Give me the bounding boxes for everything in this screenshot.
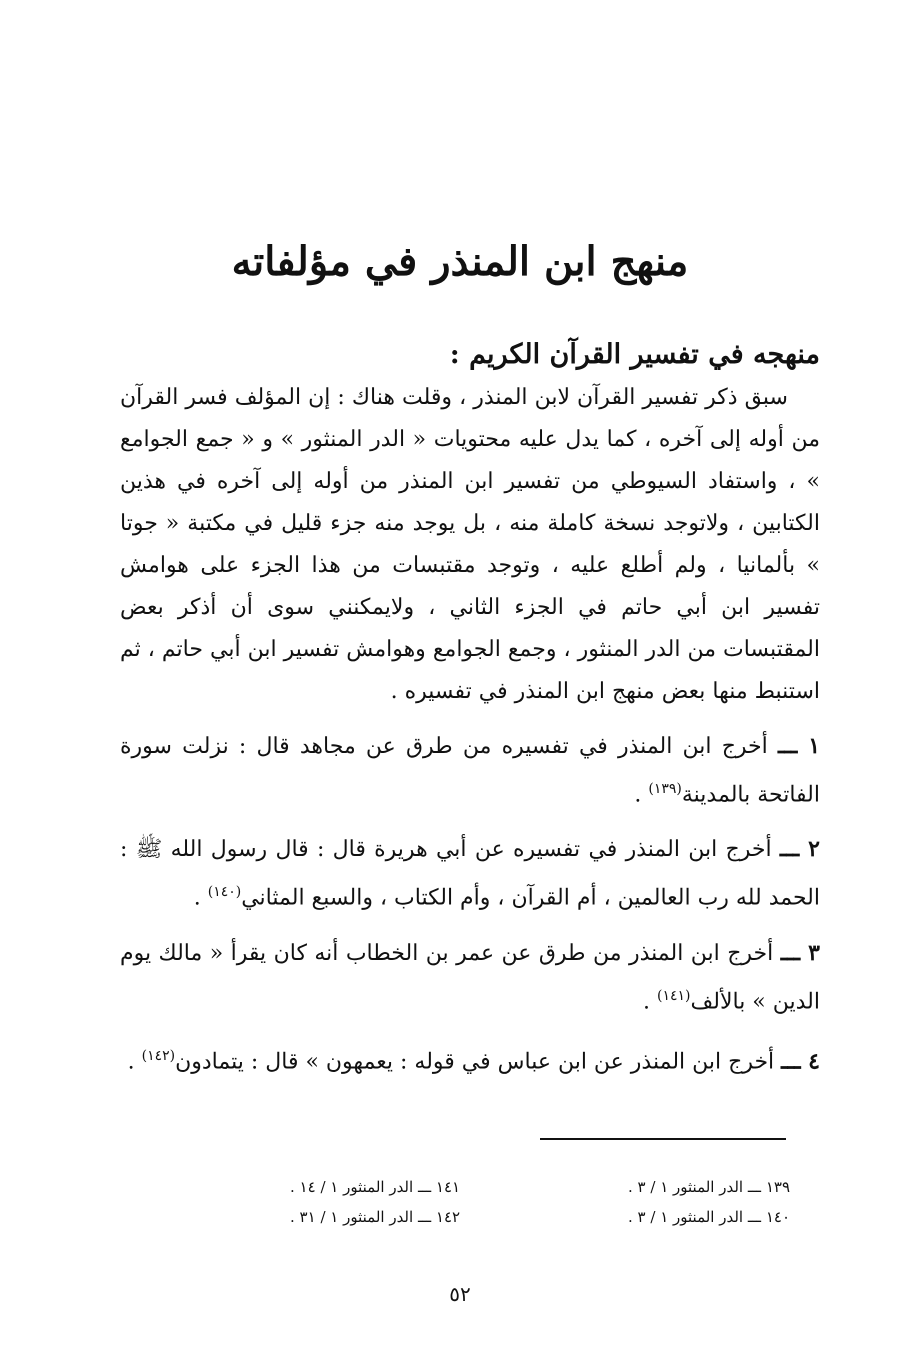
item-end: . xyxy=(127,1049,142,1075)
item-end: . xyxy=(634,782,649,808)
list-item xyxy=(120,932,820,1023)
list-item xyxy=(120,828,820,919)
item-text: أخرج ابن المنذر في تفسيره عن أبي هريرة قال : قال رسول الله ﷺ : الحمد لله رب العالمين ، أم القرآن ، وأم الكتاب ، والسبع المثاني xyxy=(120,837,820,911)
footnote: ١٤٢ ـــ الدر المنثور ١ / ٣١ . xyxy=(290,1208,461,1226)
item-number: ٤ ـــ xyxy=(781,1048,820,1075)
list-item xyxy=(120,725,820,816)
footnote-row xyxy=(290,1202,790,1232)
footnotes xyxy=(290,1172,790,1232)
intro-paragraph: سبق ذكر تفسير القرآن لابن المنذر ، وقلت هناك : إن المؤلف فسر القرآن من أوله إلى آخره ، كما يدل عليه محتويات « الدر المنثور » و « جمع الجوامع » ، واستفاد السيوطي من تفسير ابن المنذر من أوله إلى آخره في هذين الكتابين ، ولاتوجد نسخة كاملة منه ، بل يوجد منه جزء قليل في مكتبة « جوتا » بألمانيا ، ولم أطلع عليه ، وتوجد مقتبسات من هذا الجزء على هوامش تفسير ابن أبي حاتم في الجزء الثاني ، ولايمكنني سوى أن أذكر بعض المقتبسات من الدر المنثور ، وجمع الجوامع وهوامش تفسير ابن أبي حاتم ، ثم استنبط منها بعض منهج ابن المنذر في تفسيره . xyxy=(120,385,820,704)
footnote: ١٤١ ـــ الدر المنثور ١ / ١٤ . xyxy=(290,1178,461,1196)
section-heading: منهجه في تفسير القرآن الكريم : xyxy=(449,339,820,370)
chapter-title: منهج ابن المنذر في مؤلفاته xyxy=(231,238,689,285)
item-number: ٣ ـــ xyxy=(780,939,820,966)
item-number: ١ ـــ xyxy=(777,733,821,759)
item-end: . xyxy=(642,988,657,1014)
body-text xyxy=(120,377,820,1095)
item-text: أخرج ابن المنذر في تفسيره من طرق عن مجاهد قال : نزلت سورة الفاتحة بالمدينة xyxy=(120,734,820,808)
footnote-ref: (١٤٢) xyxy=(141,1047,176,1064)
footnote-ref: (١٣٩) xyxy=(648,781,682,797)
item-end: . xyxy=(193,885,208,911)
footnote-ref: (١٤٠) xyxy=(207,884,242,901)
footnote-ref: (١٤١) xyxy=(656,987,691,1004)
footnote: ١٤٠ ـــ الدر المنثور ١ / ٣ . xyxy=(627,1208,790,1226)
item-text: أخرج ابن المنذر عن ابن عباس في قوله : يعمهون » قال : يتمادون xyxy=(175,1049,775,1075)
footnote-row xyxy=(290,1172,790,1202)
list-item xyxy=(120,1035,820,1083)
page-number: ٥٢ xyxy=(449,1282,471,1306)
footnote: ١٣٩ ـــ الدر المنثور ١ / ٣ . xyxy=(627,1178,790,1196)
item-text: أخرج ابن المنذر من طرق عن عمر بن الخطاب أنه كان يقرأ « مالك يوم الدين » بالألف xyxy=(120,940,820,1014)
footnote-divider xyxy=(540,1138,786,1140)
item-number: ٢ ـــ xyxy=(779,836,820,863)
